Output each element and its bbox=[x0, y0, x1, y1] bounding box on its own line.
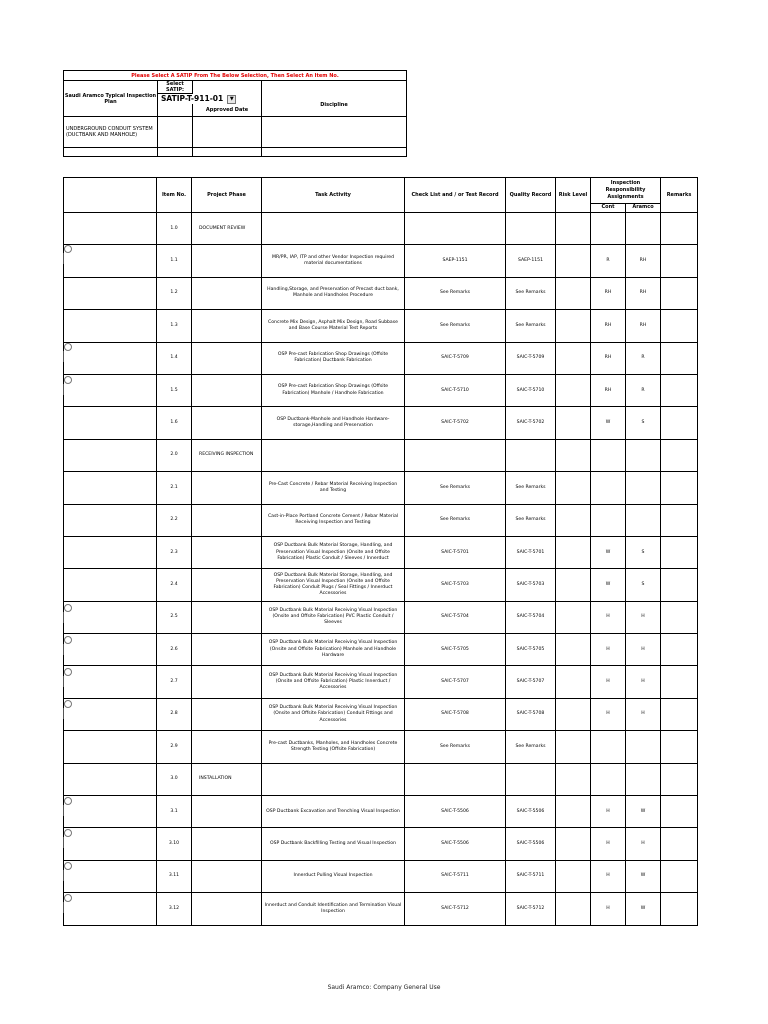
cell-item: 2.6 bbox=[157, 634, 192, 666]
cell-task: MR/PR, IAP, ITP and other Vendor Inspection required material documentations bbox=[262, 245, 405, 277]
row-selector-cell[interactable] bbox=[64, 536, 157, 568]
cell-remarks bbox=[661, 213, 698, 245]
table-row[interactable] bbox=[64, 472, 698, 504]
cell-item: 2.1 bbox=[157, 472, 192, 504]
table-row[interactable] bbox=[64, 634, 698, 666]
cell-aramco bbox=[626, 731, 661, 763]
cell-cont bbox=[591, 472, 626, 504]
cell-checklist: SAIC-T-5703 bbox=[405, 569, 506, 601]
cell-quality: SAIC-T-5703 bbox=[506, 569, 556, 601]
cell-phase bbox=[192, 666, 262, 698]
cell-item: 1.5 bbox=[157, 374, 192, 406]
row-option-radio[interactable] bbox=[64, 862, 72, 870]
cell-cont: W bbox=[591, 536, 626, 568]
cell-task: OSP Ductbank Bulk Material Storage, Handling, and Preservation Visual Inspection (Onsite and Offsite Fabrication) Plastic Conduit / Sleeves / Innerduct bbox=[262, 536, 405, 568]
cell-quality: SAIC-T-5709 bbox=[506, 342, 556, 374]
cell-item: 1.6 bbox=[157, 407, 192, 439]
row-selector-cell[interactable] bbox=[64, 893, 157, 925]
select-satip-label: Select SATIP: bbox=[158, 81, 193, 94]
cell-task: OSP Ductbank Bulk Material Receiving Visual Inspection (Onsite and Offsite Fabrication) PVC Plastic Conduit / Sleeves bbox=[262, 601, 405, 633]
cell-item: 2.5 bbox=[157, 601, 192, 633]
row-selector-cell[interactable] bbox=[64, 796, 157, 828]
cell-aramco bbox=[626, 504, 661, 536]
cell-quality: SAIC-T-5506 bbox=[506, 828, 556, 860]
cell-remarks bbox=[661, 731, 698, 763]
row-selector-cell[interactable] bbox=[64, 310, 157, 342]
cell-phase bbox=[192, 472, 262, 504]
radio-connector bbox=[63, 837, 64, 848]
cell-item: 1.2 bbox=[157, 277, 192, 309]
cell-phase bbox=[192, 342, 262, 374]
header-aramco: Aramco bbox=[626, 203, 661, 212]
cell-risk bbox=[556, 601, 591, 633]
radio-connector bbox=[63, 708, 64, 719]
cell-cont: RH bbox=[591, 374, 626, 406]
cell-remarks bbox=[661, 472, 698, 504]
cell-aramco: S bbox=[626, 569, 661, 601]
cell-remarks bbox=[661, 245, 698, 277]
cell-aramco: R bbox=[626, 374, 661, 406]
row-selector-cell[interactable] bbox=[64, 860, 157, 892]
cell-item: 1.0 bbox=[157, 213, 192, 245]
cell-aramco bbox=[626, 439, 661, 471]
cell-task: Innerduct and Conduit Identification and Termination Visual Inspection bbox=[262, 893, 405, 925]
cell-phase bbox=[192, 536, 262, 568]
cell-risk bbox=[556, 698, 591, 730]
cell-phase bbox=[192, 893, 262, 925]
cell-risk bbox=[556, 407, 591, 439]
header-project-phase: Project Phase bbox=[192, 178, 262, 213]
cell-cont bbox=[591, 763, 626, 795]
radio-connector bbox=[63, 805, 64, 816]
cell-cont: H bbox=[591, 601, 626, 633]
cell-risk bbox=[556, 536, 591, 568]
cell-risk bbox=[556, 763, 591, 795]
cell-task: OSP Pre-cast Fabrication Shop Drawings (Offsite Fabrication) Manhole / Handhole Fabrication bbox=[262, 374, 405, 406]
radio-connector bbox=[63, 351, 64, 362]
row-selector-cell[interactable] bbox=[64, 213, 157, 245]
cell-cont bbox=[591, 439, 626, 471]
cell-quality: See Remarks bbox=[506, 472, 556, 504]
cell-checklist: SAIC-T-5708 bbox=[405, 698, 506, 730]
cell-task: Innerduct Pulling Visual Inspection bbox=[262, 860, 405, 892]
radio-connector bbox=[63, 902, 64, 913]
cell-phase bbox=[192, 796, 262, 828]
table-row[interactable] bbox=[64, 342, 698, 374]
cell-remarks bbox=[661, 666, 698, 698]
cell-cont: R bbox=[591, 245, 626, 277]
cell-checklist: SAIC-T-5506 bbox=[405, 828, 506, 860]
table-row[interactable] bbox=[64, 245, 698, 277]
cell-item: 2.7 bbox=[157, 666, 192, 698]
cell-item: 3.12 bbox=[157, 893, 192, 925]
cell-quality: SAIC-T-5702 bbox=[506, 407, 556, 439]
row-selector-cell[interactable] bbox=[64, 601, 157, 633]
cell-risk bbox=[556, 472, 591, 504]
cell-remarks bbox=[661, 374, 698, 406]
cell-quality: SAIC-T-5701 bbox=[506, 536, 556, 568]
cell-phase bbox=[192, 310, 262, 342]
cell-risk bbox=[556, 893, 591, 925]
table-row[interactable] bbox=[64, 310, 698, 342]
table-row[interactable] bbox=[64, 277, 698, 309]
cell-task bbox=[262, 439, 405, 471]
cell-remarks bbox=[661, 828, 698, 860]
cell-checklist: See Remarks bbox=[405, 731, 506, 763]
cell-item: 1.1 bbox=[157, 245, 192, 277]
cell-risk bbox=[556, 504, 591, 536]
cell-risk bbox=[556, 796, 591, 828]
cell-task: Handling,Storage, and Preservation of Precast duct bank, Manhole and Handholes Procedure bbox=[262, 277, 405, 309]
cell-checklist bbox=[405, 213, 506, 245]
row-option-radio[interactable] bbox=[64, 343, 72, 351]
cell-remarks bbox=[661, 698, 698, 730]
cell-quality: SAIC-T-5708 bbox=[506, 698, 556, 730]
row-option-radio[interactable] bbox=[64, 797, 72, 805]
cell-remarks bbox=[661, 796, 698, 828]
table-row[interactable] bbox=[64, 601, 698, 633]
row-selector-cell[interactable] bbox=[64, 698, 157, 730]
cell-remarks bbox=[661, 439, 698, 471]
cell-cont: H bbox=[591, 666, 626, 698]
radio-connector bbox=[63, 612, 64, 623]
cell-checklist: SAIC-T-5506 bbox=[405, 796, 506, 828]
cell-risk bbox=[556, 310, 591, 342]
cell-checklist bbox=[405, 439, 506, 471]
cell-remarks bbox=[661, 407, 698, 439]
row-option-radio[interactable] bbox=[64, 894, 72, 902]
cell-cont: H bbox=[591, 828, 626, 860]
cell-cont: H bbox=[591, 893, 626, 925]
cell-quality: SAIC-T-5711 bbox=[506, 860, 556, 892]
cell-task: OSP Ductbank Bulk Material Receiving Visual Inspection (Onsite and Offsite Fabrication) Manhole and Handhole Hardware bbox=[262, 634, 405, 666]
cell-phase: RECEIVING INSPECTION bbox=[192, 439, 262, 471]
cell-cont bbox=[591, 213, 626, 245]
row-selector-cell[interactable] bbox=[64, 666, 157, 698]
cell-phase bbox=[192, 374, 262, 406]
cell-checklist: SAIC-T-5712 bbox=[405, 893, 506, 925]
header-task-activity: Task Activity bbox=[262, 178, 405, 213]
cell-aramco bbox=[626, 472, 661, 504]
cell-phase bbox=[192, 601, 262, 633]
cell-task: Cast-in-Place Portland Concrete Cement / Rebar Material Receiving Inspection and Testing bbox=[262, 504, 405, 536]
row-option-radio[interactable] bbox=[64, 376, 72, 384]
cell-task: OSP Ductbank Bulk Material Receiving Visual Inspection (Onsite and Offsite Fabrication) Plastic Innerduct / Accessories bbox=[262, 666, 405, 698]
header-quality-record: Quality Record bbox=[506, 178, 556, 213]
cell-remarks bbox=[661, 342, 698, 374]
header-checklist: Check List and / or Test Record bbox=[405, 178, 506, 213]
radio-connector bbox=[63, 253, 64, 264]
table-row[interactable] bbox=[64, 407, 698, 439]
cell-task: OSP Ductbank Backfilling Testing and Visual Inspection bbox=[262, 828, 405, 860]
system-name: UNDERGROUND CONDUIT SYSTEM (DUCTBANK AND MANHOLE) bbox=[64, 117, 158, 148]
table-row[interactable] bbox=[64, 828, 698, 860]
cell-aramco: S bbox=[626, 407, 661, 439]
cell-risk bbox=[556, 860, 591, 892]
cell-aramco: RH bbox=[626, 310, 661, 342]
table-row[interactable] bbox=[64, 731, 698, 763]
page-footer: Saudi Aramco: Company General Use bbox=[327, 984, 441, 991]
cell-item: 3.11 bbox=[157, 860, 192, 892]
row-option-radio[interactable] bbox=[64, 700, 72, 708]
table-row[interactable] bbox=[64, 439, 698, 471]
cell-remarks bbox=[661, 893, 698, 925]
cell-aramco bbox=[626, 763, 661, 795]
cell-quality: SAIC-T-5704 bbox=[506, 601, 556, 633]
cell-item: 2.2 bbox=[157, 504, 192, 536]
cell-checklist: See Remarks bbox=[405, 277, 506, 309]
cell-task: OSP Ductbank Excavation and Trenching Visual Inspection bbox=[262, 796, 405, 828]
table-row[interactable] bbox=[64, 893, 698, 925]
table-row[interactable] bbox=[64, 698, 698, 730]
row-selector-cell[interactable] bbox=[64, 277, 157, 309]
satip-selection-block bbox=[63, 70, 407, 157]
cell-checklist: SAIC-T-5701 bbox=[405, 536, 506, 568]
cell-risk bbox=[556, 213, 591, 245]
cell-phase: DOCUMENT REVIEW bbox=[192, 213, 262, 245]
header-inspection-responsibility: Inspection Responsibility Assignments bbox=[591, 178, 661, 204]
cell-checklist bbox=[405, 763, 506, 795]
cell-remarks bbox=[661, 860, 698, 892]
cell-phase bbox=[192, 277, 262, 309]
cell-checklist: See Remarks bbox=[405, 472, 506, 504]
cell-task: Concrete Mix Design, Asphalt Mix Design, Road Subbase and Base Course Material Test Reports bbox=[262, 310, 405, 342]
row-option-radio[interactable] bbox=[64, 245, 72, 253]
cell-aramco: W bbox=[626, 860, 661, 892]
table-row[interactable] bbox=[64, 569, 698, 601]
row-selector-cell[interactable] bbox=[64, 374, 157, 406]
cell-task: OSP Ductbank-Manhole and Handhole Hardware-storage,Handling and Preservation bbox=[262, 407, 405, 439]
cell-checklist: SAIC-T-5710 bbox=[405, 374, 506, 406]
plan-label: Saudi Aramco Typical Inspection Plan bbox=[64, 81, 158, 117]
cell-cont: RH bbox=[591, 342, 626, 374]
cell-risk bbox=[556, 828, 591, 860]
cell-aramco: W bbox=[626, 796, 661, 828]
cell-risk bbox=[556, 342, 591, 374]
cell-risk bbox=[556, 731, 591, 763]
cell-checklist: SAIC-T-5704 bbox=[405, 601, 506, 633]
cell-aramco: H bbox=[626, 828, 661, 860]
cell-phase bbox=[192, 504, 262, 536]
cell-risk bbox=[556, 245, 591, 277]
cell-risk bbox=[556, 634, 591, 666]
cell-cont bbox=[591, 504, 626, 536]
inspection-plan-table bbox=[63, 177, 698, 926]
cell-aramco: S bbox=[626, 536, 661, 568]
cell-item: 2.9 bbox=[157, 731, 192, 763]
row-selector-cell[interactable] bbox=[64, 569, 157, 601]
row-selector-cell[interactable] bbox=[64, 439, 157, 471]
radio-connector bbox=[63, 384, 64, 395]
header-item-no: Item No. bbox=[157, 178, 192, 213]
cell-item: 1.4 bbox=[157, 342, 192, 374]
cell-aramco: RH bbox=[626, 277, 661, 309]
row-selector-cell[interactable] bbox=[64, 407, 157, 439]
row-option-radio[interactable] bbox=[64, 668, 72, 676]
row-selector-cell[interactable] bbox=[64, 504, 157, 536]
row-option-radio[interactable] bbox=[64, 829, 72, 837]
cell-quality: See Remarks bbox=[506, 504, 556, 536]
cell-checklist: See Remarks bbox=[405, 310, 506, 342]
cell-cont: W bbox=[591, 569, 626, 601]
cell-phase: INSTALLATION bbox=[192, 763, 262, 795]
cell-phase bbox=[192, 634, 262, 666]
cell-remarks bbox=[661, 763, 698, 795]
header-remarks: Remarks bbox=[661, 178, 698, 213]
cell-phase bbox=[192, 860, 262, 892]
cell-phase bbox=[192, 828, 262, 860]
row-option-radio[interactable] bbox=[64, 604, 72, 612]
cell-quality bbox=[506, 439, 556, 471]
cell-item: 2.8 bbox=[157, 698, 192, 730]
table-row[interactable] bbox=[64, 374, 698, 406]
cell-checklist: SAEP-1151 bbox=[405, 245, 506, 277]
cell-phase bbox=[192, 569, 262, 601]
cell-quality bbox=[506, 213, 556, 245]
cell-remarks bbox=[661, 601, 698, 633]
cell-aramco bbox=[626, 213, 661, 245]
row-selector-cell[interactable] bbox=[64, 634, 157, 666]
cell-phase bbox=[192, 731, 262, 763]
cell-item: 3.0 bbox=[157, 763, 192, 795]
table-row[interactable] bbox=[64, 860, 698, 892]
cell-risk bbox=[556, 277, 591, 309]
cell-quality: See Remarks bbox=[506, 731, 556, 763]
radio-connector bbox=[63, 644, 64, 655]
cell-task: OSP Pre-cast Fabrication Shop Drawings (Offsite Fabrication) Ductbank Fabrication bbox=[262, 342, 405, 374]
selection-instruction: Please Select A SATIP From The Below Selection, Then Select An Item No. bbox=[64, 71, 407, 81]
satip-select-value: SATIP-T-911-01 bbox=[161, 94, 224, 103]
cell-task: Pre-cast Ductbanks, Manholes, and Handholes Concrete Strength Testing (Offsite Fabrication) bbox=[262, 731, 405, 763]
cell-remarks bbox=[661, 277, 698, 309]
cell-remarks bbox=[661, 536, 698, 568]
cell-quality bbox=[506, 763, 556, 795]
cell-quality: See Remarks bbox=[506, 277, 556, 309]
header-risk-level: Risk Level bbox=[556, 178, 591, 213]
cell-quality: SAEP-1151 bbox=[506, 245, 556, 277]
cell-remarks bbox=[661, 569, 698, 601]
cell-cont bbox=[591, 731, 626, 763]
cell-phase bbox=[192, 698, 262, 730]
table-row[interactable] bbox=[64, 504, 698, 536]
cell-checklist: SAIC-T-5702 bbox=[405, 407, 506, 439]
cell-remarks bbox=[661, 634, 698, 666]
cell-aramco: H bbox=[626, 601, 661, 633]
cell-checklist: SAIC-T-5707 bbox=[405, 666, 506, 698]
cell-quality: See Remarks bbox=[506, 310, 556, 342]
header-cont: Cont bbox=[591, 203, 626, 212]
chevron-down-icon[interactable]: ▼ bbox=[227, 95, 236, 104]
cell-aramco: R bbox=[626, 342, 661, 374]
cell-risk bbox=[556, 666, 591, 698]
cell-quality: SAIC-T-5705 bbox=[506, 634, 556, 666]
cell-item: 1.3 bbox=[157, 310, 192, 342]
row-selector-cell[interactable] bbox=[64, 828, 157, 860]
table-row[interactable] bbox=[64, 536, 698, 568]
cell-item: 3.1 bbox=[157, 796, 192, 828]
row-selector-cell[interactable] bbox=[64, 342, 157, 374]
cell-cont: W bbox=[591, 407, 626, 439]
approved-date-label: Approved Date bbox=[193, 104, 262, 117]
cell-aramco: H bbox=[626, 666, 661, 698]
cell-aramco: RH bbox=[626, 245, 661, 277]
cell-remarks bbox=[661, 310, 698, 342]
cell-phase bbox=[192, 407, 262, 439]
cell-task: Pre-Cast Concrete / Rebar Material Receiving Inspection and Testing bbox=[262, 472, 405, 504]
cell-cont: H bbox=[591, 860, 626, 892]
cell-item: 3.10 bbox=[157, 828, 192, 860]
cell-aramco: W bbox=[626, 893, 661, 925]
row-selector-cell[interactable] bbox=[64, 472, 157, 504]
row-selector-cell[interactable] bbox=[64, 245, 157, 277]
cell-quality: SAIC-T-5712 bbox=[506, 893, 556, 925]
cell-risk bbox=[556, 439, 591, 471]
cell-checklist: See Remarks bbox=[405, 504, 506, 536]
cell-cont: H bbox=[591, 634, 626, 666]
cell-task: OSP Ductbank Bulk Material Storage, Handling, and Preservation Visual Inspection (Onsite and Offsite Fabrication) Conduit Plugs / Seal Fittings / Innerduct Accessories bbox=[262, 569, 405, 601]
cell-cont: H bbox=[591, 796, 626, 828]
radio-connector bbox=[63, 676, 64, 687]
cell-quality: SAIC-T-5710 bbox=[506, 374, 556, 406]
cell-cont: H bbox=[591, 698, 626, 730]
table-row[interactable] bbox=[64, 796, 698, 828]
table-row[interactable] bbox=[64, 666, 698, 698]
cell-checklist: SAIC-T-5711 bbox=[405, 860, 506, 892]
cell-quality: SAIC-T-5506 bbox=[506, 796, 556, 828]
cell-cont: RH bbox=[591, 277, 626, 309]
row-selector-cell[interactable] bbox=[64, 731, 157, 763]
table-row[interactable] bbox=[64, 213, 698, 245]
table-row[interactable] bbox=[64, 763, 698, 795]
cell-quality: SAIC-T-5707 bbox=[506, 666, 556, 698]
discipline-label: Discipline bbox=[262, 94, 407, 117]
cell-task bbox=[262, 763, 405, 795]
cell-task: OSP Ductbank Bulk Material Receiving Visual Inspection (Onsite and Offsite Fabrication) Conduit Fittings and Accessories bbox=[262, 698, 405, 730]
cell-phase bbox=[192, 245, 262, 277]
cell-checklist: SAIC-T-5705 bbox=[405, 634, 506, 666]
cell-remarks bbox=[661, 504, 698, 536]
cell-risk bbox=[556, 374, 591, 406]
cell-risk bbox=[556, 569, 591, 601]
cell-item: 2.0 bbox=[157, 439, 192, 471]
row-selector-cell[interactable] bbox=[64, 763, 157, 795]
cell-aramco: H bbox=[626, 698, 661, 730]
satip-select[interactable] bbox=[158, 94, 262, 105]
cell-aramco: H bbox=[626, 634, 661, 666]
row-option-radio[interactable] bbox=[64, 636, 72, 644]
cell-item: 2.3 bbox=[157, 536, 192, 568]
cell-task bbox=[262, 213, 405, 245]
cell-item: 2.4 bbox=[157, 569, 192, 601]
cell-checklist: SAIC-T-5709 bbox=[405, 342, 506, 374]
radio-connector bbox=[63, 870, 64, 881]
cell-cont: RH bbox=[591, 310, 626, 342]
